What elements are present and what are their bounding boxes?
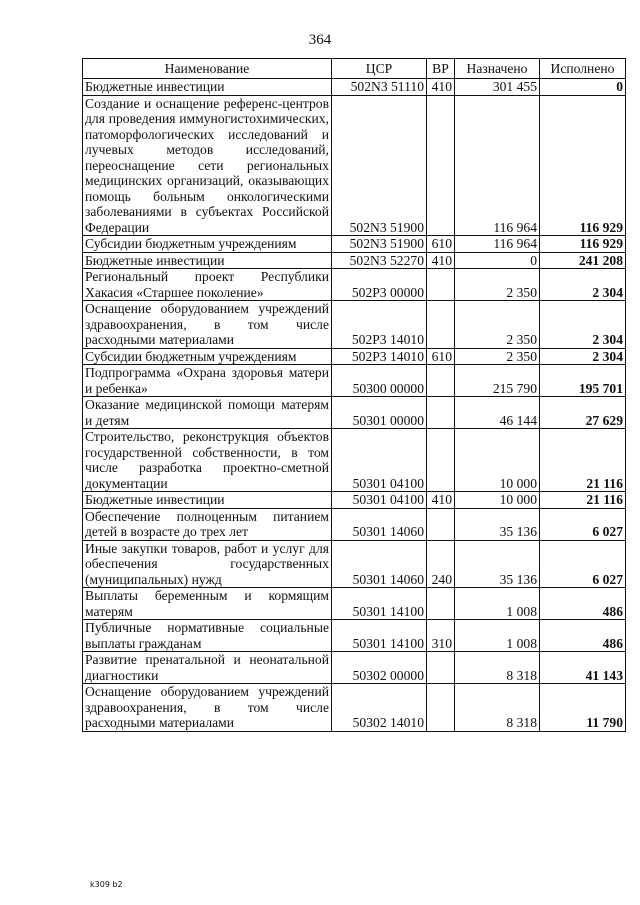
row-name-cell: Подпрограмма «Охрана здоровья матери и ребенка» — [83, 365, 332, 397]
header-vr: ВР — [427, 59, 455, 79]
row-planned-cell: 10 000 — [455, 429, 540, 492]
row-csr-cell: 50301 04100 — [332, 492, 427, 509]
table-row — [83, 397, 626, 429]
row-executed-cell: 486 — [540, 620, 626, 652]
row-executed-cell: 27 629 — [540, 397, 626, 429]
row-csr-cell: 50301 14100 — [332, 620, 427, 652]
row-csr-cell: 502P3 14010 — [332, 348, 427, 365]
row-csr-cell: 50302 00000 — [332, 652, 427, 684]
row-name-cell: Оказание медицинской помощи матерям и детям — [83, 397, 332, 429]
header-name: Наименование — [83, 59, 332, 79]
table-row — [83, 588, 626, 620]
row-csr-cell: 50302 14010 — [332, 684, 427, 732]
row-vr-cell: 610 — [427, 236, 455, 253]
row-planned-cell: 35 136 — [455, 508, 540, 540]
row-csr-cell: 50301 14100 — [332, 588, 427, 620]
row-executed-cell: 2 304 — [540, 269, 626, 301]
page-number: 364 — [308, 32, 332, 48]
row-planned-cell: 46 144 — [455, 397, 540, 429]
row-vr-cell: 610 — [427, 348, 455, 365]
row-name-cell: Выплаты беременным и кормящим матерям — [83, 588, 332, 620]
row-vr-cell — [427, 301, 455, 349]
row-executed-cell: 0 — [540, 79, 626, 96]
row-planned-cell: 2 350 — [455, 348, 540, 365]
table-row — [83, 620, 626, 652]
table-row — [83, 269, 626, 301]
row-planned-cell: 116 964 — [455, 236, 540, 253]
row-name-cell: Бюджетные инвестиции — [83, 492, 332, 509]
row-name-cell: Оснащение оборудованием учреждений здравоохранения, в том числе расходными материалами — [83, 301, 332, 349]
table-row — [83, 365, 626, 397]
row-planned-cell: 215 790 — [455, 365, 540, 397]
row-planned-cell: 2 350 — [455, 301, 540, 349]
table-body — [83, 79, 626, 732]
row-vr-cell: 410 — [427, 79, 455, 96]
row-vr-cell — [427, 588, 455, 620]
row-vr-cell — [427, 95, 455, 236]
row-executed-cell: 241 208 — [540, 252, 626, 269]
row-name-cell: Иные закупки товаров, работ и услуг для обеспечения государственных (муниципальных) нужд — [83, 540, 332, 588]
row-csr-cell: 502N3 51900 — [332, 95, 427, 236]
row-name-cell: Создание и оснащение референс-центров для проведения иммуногистохимических, патоморфологических исследований и лучевых методов исследований, переоснащение сети региональных медицинских организаций, оказывающих помощь больным онкологическими заболеваниями в субъектах Российской Федерации — [83, 95, 332, 236]
row-vr-cell: 310 — [427, 620, 455, 652]
row-planned-cell: 0 — [455, 252, 540, 269]
table-row — [83, 348, 626, 365]
row-name-cell: Развитие пренатальной и неонатальной диагностики — [83, 652, 332, 684]
table-header-row — [83, 59, 626, 79]
row-name-cell: Субсидии бюджетным учреждениям — [83, 348, 332, 365]
row-name-cell: Бюджетные инвестиции — [83, 252, 332, 269]
row-executed-cell: 2 304 — [540, 301, 626, 349]
row-executed-cell: 6 027 — [540, 508, 626, 540]
table-row — [83, 684, 626, 732]
row-executed-cell: 2 304 — [540, 348, 626, 365]
row-csr-cell: 50301 00000 — [332, 397, 427, 429]
row-csr-cell: 502P3 00000 — [332, 269, 427, 301]
row-csr-cell: 50300 00000 — [332, 365, 427, 397]
row-executed-cell: 195 701 — [540, 365, 626, 397]
row-csr-cell: 502N3 52270 — [332, 252, 427, 269]
table-row — [83, 429, 626, 492]
row-vr-cell — [427, 365, 455, 397]
row-executed-cell: 6 027 — [540, 540, 626, 588]
table-row — [83, 492, 626, 509]
table-row — [83, 252, 626, 269]
row-csr-cell: 502N3 51900 — [332, 236, 427, 253]
table-row — [83, 79, 626, 96]
row-executed-cell: 41 143 — [540, 652, 626, 684]
row-name-cell: Оснащение оборудованием учреждений здравоохранения, в том числе расходными материалами — [83, 684, 332, 732]
row-vr-cell: 410 — [427, 252, 455, 269]
row-executed-cell: 21 116 — [540, 492, 626, 509]
table-row — [83, 301, 626, 349]
row-vr-cell: 240 — [427, 540, 455, 588]
footer-code: k309 b2 — [90, 880, 123, 889]
row-vr-cell — [427, 508, 455, 540]
row-planned-cell: 1 008 — [455, 588, 540, 620]
header-planned: Назначено — [455, 59, 540, 79]
row-vr-cell — [427, 397, 455, 429]
row-csr-cell: 50301 14060 — [332, 508, 427, 540]
row-name-cell: Бюджетные инвестиции — [83, 79, 332, 96]
row-name-cell: Региональный проект Республики Хакасия «Старшее поколение» — [83, 269, 332, 301]
row-planned-cell: 8 318 — [455, 684, 540, 732]
row-name-cell: Субсидии бюджетным учреждениям — [83, 236, 332, 253]
row-csr-cell: 502P3 14010 — [332, 301, 427, 349]
row-vr-cell — [427, 684, 455, 732]
row-vr-cell: 410 — [427, 492, 455, 509]
row-planned-cell: 2 350 — [455, 269, 540, 301]
table-row — [83, 652, 626, 684]
table-row — [83, 540, 626, 588]
row-planned-cell: 8 318 — [455, 652, 540, 684]
table-row — [83, 95, 626, 236]
header-executed: Исполнено — [540, 59, 626, 79]
row-csr-cell: 50301 14060 — [332, 540, 427, 588]
row-executed-cell: 11 790 — [540, 684, 626, 732]
row-planned-cell: 301 455 — [455, 79, 540, 96]
row-name-cell: Обеспечение полноценным питанием детей в возрасте до трех лет — [83, 508, 332, 540]
row-executed-cell: 116 929 — [540, 236, 626, 253]
row-csr-cell: 502N3 51110 — [332, 79, 427, 96]
row-name-cell: Строительство, реконструкция объектов государственной собственности, в том числе разработка проектно-сметной документации — [83, 429, 332, 492]
row-planned-cell: 116 964 — [455, 95, 540, 236]
row-executed-cell: 116 929 — [540, 95, 626, 236]
row-vr-cell — [427, 269, 455, 301]
table-row — [83, 236, 626, 253]
row-planned-cell: 35 136 — [455, 540, 540, 588]
row-planned-cell: 10 000 — [455, 492, 540, 509]
row-vr-cell — [427, 652, 455, 684]
table-row — [83, 508, 626, 540]
row-vr-cell — [427, 429, 455, 492]
row-executed-cell: 486 — [540, 588, 626, 620]
budget-table — [82, 58, 626, 732]
header-csr: ЦСР — [332, 59, 427, 79]
row-planned-cell: 1 008 — [455, 620, 540, 652]
row-csr-cell: 50301 04100 — [332, 429, 427, 492]
row-executed-cell: 21 116 — [540, 429, 626, 492]
row-name-cell: Публичные нормативные социальные выплаты гражданам — [83, 620, 332, 652]
